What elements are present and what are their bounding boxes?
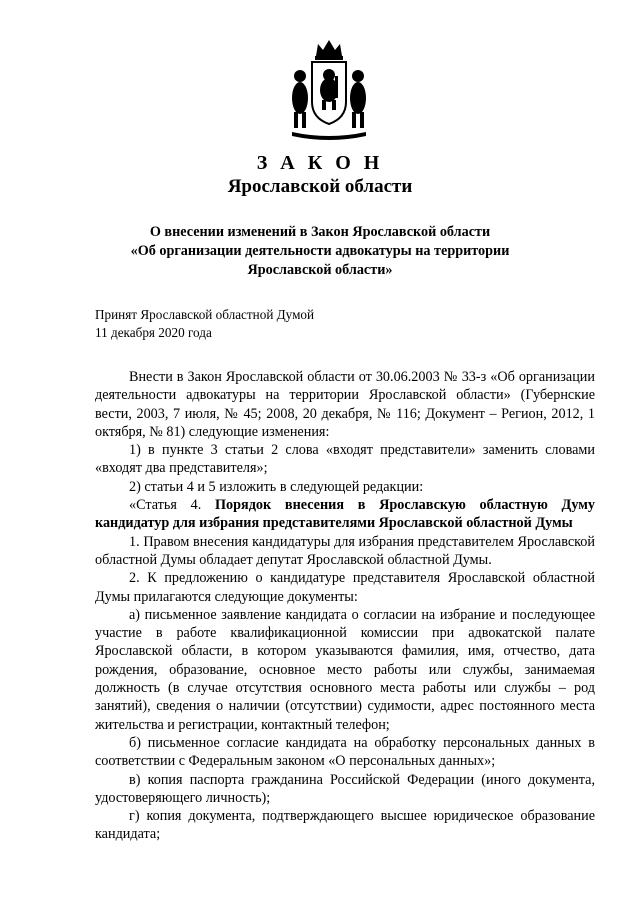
paragraph: б) письменное согласие кандидата на обработку персональных данных в соответствии с Федеральным законом «О персональных данных»; bbox=[95, 734, 595, 770]
paragraph: 1. Правом внесения кандидатуры для избрания представителем Ярославской областной Думы обладает депутат Ярославской областной Думы. bbox=[95, 533, 595, 568]
document-body bbox=[95, 368, 595, 844]
paragraph: 1) в пункте 3 статьи 2 слова «входят представители» заменить словами «входят два представителя»; bbox=[95, 442, 595, 477]
paragraph: 2. К предложению о кандидатуре представителя Ярославской областной Думы прилагаются следующие документы: bbox=[95, 570, 595, 605]
paragraph: а) письменное заявление кандидата о согласии на избрание и последующее участие в работе квалификационной комиссии при адвокатской палате Ярославской области, в котором указываются фамилия, имя, отчество, дата рождения, образование, основное место работы или службы, занимаемая должность (в случае отсутствия основного места работы или службы – род занятий), сведения о наличии (отсутствии) судимости, адрес постоянного места жительства и регистрации, контактный телефон; bbox=[95, 606, 595, 733]
law-subject-line: «Об организации деятельности адвокатуры на территории bbox=[130, 243, 510, 259]
law-subject bbox=[130, 223, 510, 280]
adoption-body: Принят Ярославской областной Думой bbox=[95, 307, 315, 322]
law-region: Ярославской области bbox=[227, 176, 413, 197]
paragraph bbox=[95, 496, 595, 533]
paragraph: в) копия паспорта гражданина Российской Федерации (иного документа, удостоверяющего личность); bbox=[95, 771, 595, 806]
article-prefix: «Статья 4. bbox=[129, 497, 216, 514]
law-subject-line: Ярославской области» bbox=[247, 262, 393, 278]
article-title: Порядок внесения в Ярославскую областную Думу кандидатур для избрания представителями Ярославской областной Думы bbox=[95, 497, 595, 532]
law-title: З А К О Н bbox=[256, 152, 384, 174]
adoption-date: 11 декабря 2020 года bbox=[95, 325, 212, 340]
law-subject-line: О внесении изменений в Закон Ярославской области bbox=[149, 224, 491, 240]
paragraph: 2) статьи 4 и 5 изложить в следующей редакции: bbox=[129, 478, 424, 495]
adoption-info bbox=[95, 306, 314, 342]
paragraph: Внести в Закон Ярославской области от 30.06.2003 № 33-з «Об организации деятельности адвокатуры на территории Ярославской области» (Губернские вести, 2003, 7 июля, № 45; 2008, 20 декабря, № 116; Документ – Регион, 2012, 1 октября, № 81) следующие изменения: bbox=[95, 369, 595, 440]
yaroslavl-coat-of-arms-icon bbox=[288, 36, 370, 148]
paragraph: г) копия документа, подтверждающего высшее юридическое образование кандидата; bbox=[95, 808, 595, 843]
